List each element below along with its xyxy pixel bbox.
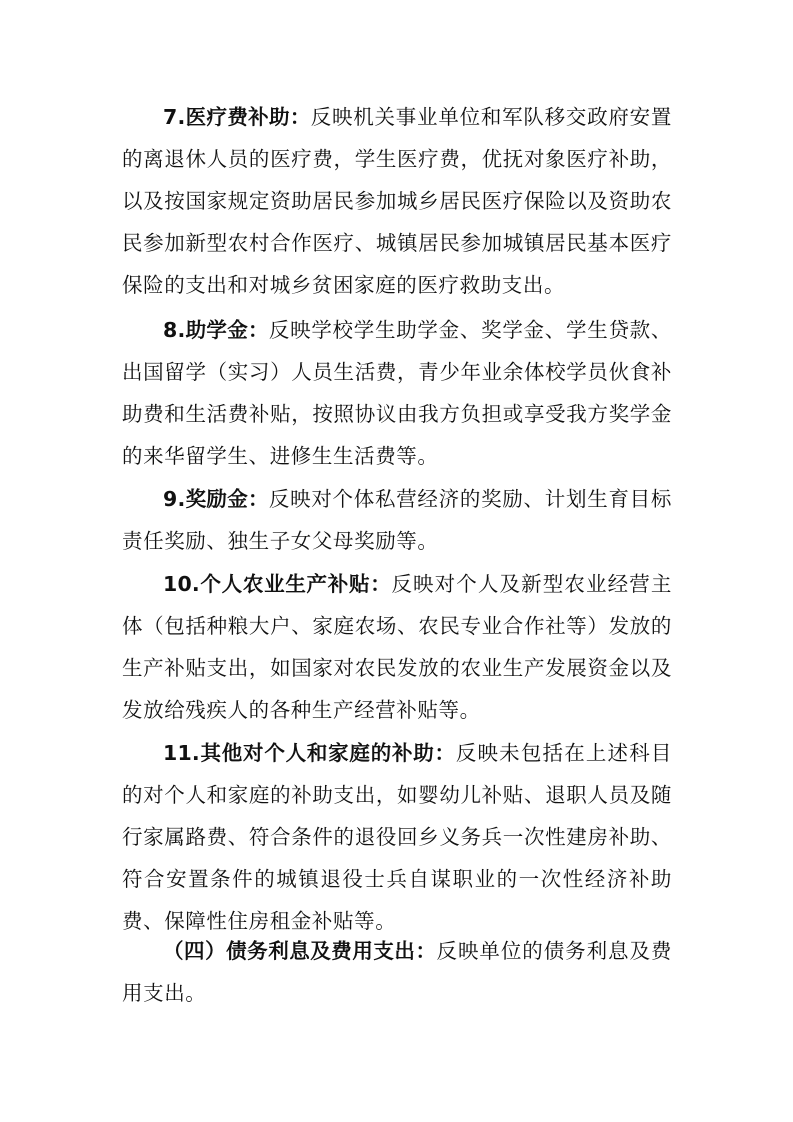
paragraph-heading: 11.其他对个人和家庭的补助：	[163, 741, 456, 765]
paragraph-body: 反映对个体私营经济的奖励、计划生育目标责任奖励、独生子女父母奖励等。	[122, 487, 672, 553]
paragraph-debt-interest	[122, 930, 672, 1014]
paragraph-other-household-subsidy	[122, 732, 672, 942]
paragraph-student-grants	[122, 309, 672, 477]
paragraph-rewards	[122, 478, 672, 562]
paragraph-body: 反映未包括在上述科目的对个人和家庭的补助支出，如婴幼儿补贴、退职人员及随行家属路费、符合条件的退役回乡义务兵一次性建房补助、符合安置条件的城镇退役士兵自谋职业的一次性经济补助费、保障性住房租金补贴等。	[122, 741, 672, 933]
paragraph-body: 反映单位的债务利息及费用支出。	[122, 939, 672, 1005]
paragraph-body: 反映机关事业单位和军队移交政府安置的离退休人员的医疗费，学生医疗费，优抚对象医疗补助，以及按国家规定资助居民参加城乡居民医疗保险以及资助农民参加新型农村合作医疗、城镇居民参加城镇居民基本医疗保险的支出和对城乡贫困家庭的医疗救助支出。	[122, 105, 672, 297]
paragraph-body: 反映学校学生助学金、奖学金、学生贷款、出国留学（实习）人员生活费，青少年业余体校学员伙食补助费和生活费补贴，按照协议由我方负担或享受我方奖学金的来华留学生、进修生生活费等。	[122, 318, 672, 468]
paragraph-heading: （四）债务利息及费用支出：	[163, 939, 437, 963]
paragraph-agriculture-subsidy	[122, 563, 672, 731]
paragraph-heading: 8.助学金：	[163, 318, 269, 342]
paragraph-heading: 9.奖励金：	[163, 487, 269, 511]
paragraph-body: 反映对个人及新型农业经营主体（包括种粮大户、家庭农场、农民专业合作社等）发放的生产补贴支出，如国家对农民发放的农业生产发展资金以及发放给残疾人的各种生产经营补贴等。	[122, 572, 672, 722]
paragraph-heading: 10.个人农业生产补贴：	[163, 572, 392, 596]
paragraph-medical-subsidy	[122, 96, 672, 306]
paragraph-heading: 7.医疗费补助：	[163, 105, 311, 129]
